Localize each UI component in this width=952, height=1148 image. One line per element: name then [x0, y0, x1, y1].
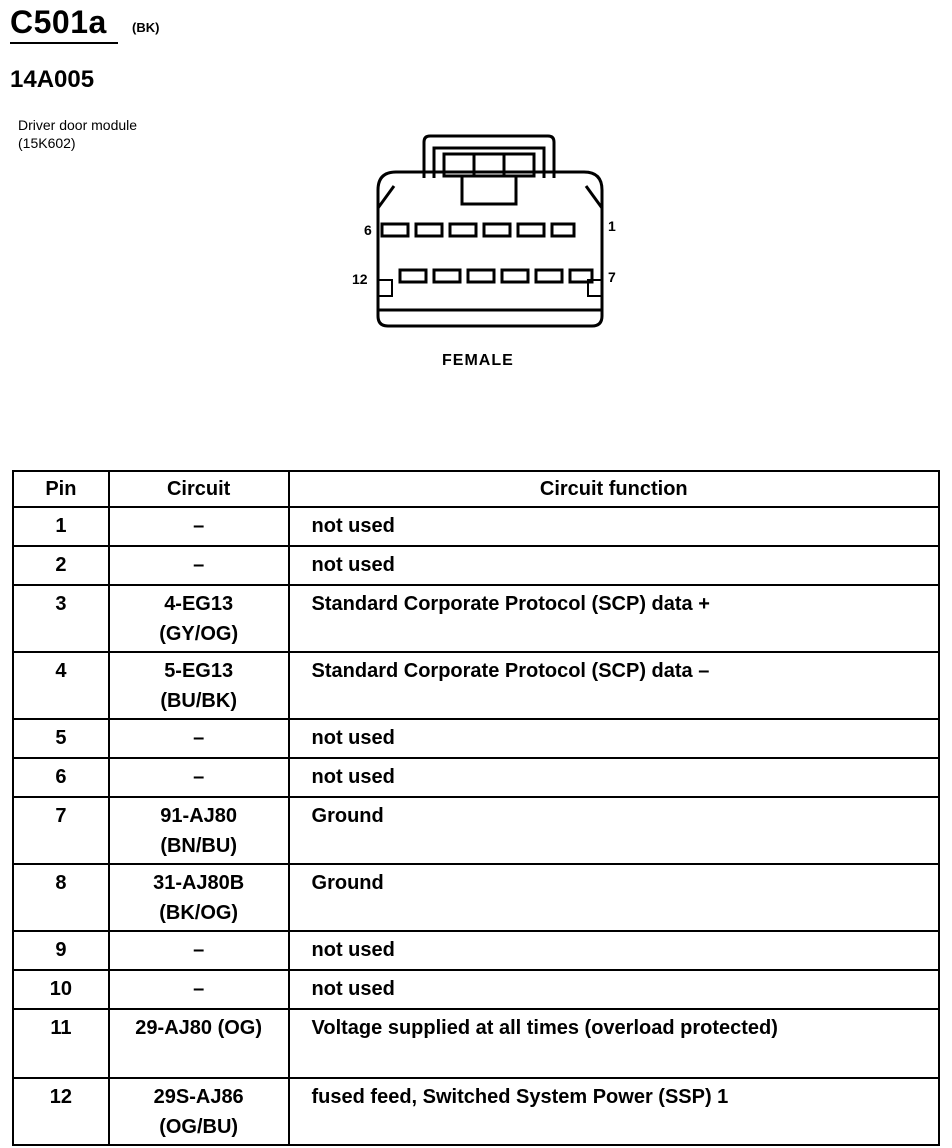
pin-cell: 10: [13, 970, 109, 1009]
circuit-cell: [109, 864, 289, 931]
table-row: [13, 797, 939, 864]
part-number: 14A005: [10, 66, 95, 93]
circuit-cell: [109, 1009, 289, 1078]
table-row: [13, 931, 939, 970]
pin-cell: 12: [13, 1078, 109, 1145]
circuit-cell: [109, 970, 289, 1009]
circuit-cell: [109, 652, 289, 719]
circuit-cell: [109, 797, 289, 864]
table-row: [13, 585, 939, 652]
pin-label-6: 6: [364, 222, 372, 238]
table-row: [13, 1009, 939, 1078]
circuit-line-2: (OG/BU): [159, 1116, 239, 1138]
function-cell: Standard Corporate Protocol (SCP) data –: [289, 652, 939, 719]
connector-gender: FEMALE: [442, 352, 514, 369]
header-circuit: Circuit: [109, 471, 289, 507]
pin-cell: 5: [13, 719, 109, 758]
pin-cell: 6: [13, 758, 109, 797]
function-cell: fused feed, Switched System Power (SSP) 1: [289, 1078, 939, 1145]
circuit-cell: [109, 1078, 289, 1145]
pin-cell: 11: [13, 1009, 109, 1078]
circuit-cell: [109, 546, 289, 585]
circuit-cell: [109, 507, 289, 546]
table-header-row: [13, 471, 939, 507]
header-pin: Pin: [13, 471, 109, 507]
circuit-line-1: –: [193, 978, 205, 1000]
description-line-2: (15K602): [18, 135, 76, 151]
function-cell: not used: [289, 931, 939, 970]
circuit-line-1: –: [193, 766, 205, 788]
table-row: [13, 719, 939, 758]
function-cell: Ground: [289, 797, 939, 864]
pin-cell: 7: [13, 797, 109, 864]
function-cell: Standard Corporate Protocol (SCP) data +: [289, 585, 939, 652]
title-underline: [10, 42, 118, 44]
pin-cell: 1: [13, 507, 109, 546]
pin-label-12: 12: [352, 271, 368, 287]
component-description: [18, 116, 137, 152]
table-row: [13, 546, 939, 585]
circuit-line-2: (BK/OG): [159, 902, 239, 924]
circuit-line-1: –: [193, 939, 205, 961]
pin-row-bottom: [400, 270, 592, 282]
color-code: (BK): [132, 20, 160, 35]
function-cell: not used: [289, 758, 939, 797]
connector-body: [378, 172, 602, 326]
table-row: [13, 758, 939, 797]
circuit-line-2: (GY/OG): [159, 623, 239, 645]
pin-label-7: 7: [608, 269, 616, 285]
circuit-line-1: –: [193, 515, 205, 537]
table-row: [13, 507, 939, 546]
circuit-line-1: 5-EG13: [164, 660, 234, 682]
function-cell: Ground: [289, 864, 939, 931]
circuit-line-2: (BN/BU): [160, 835, 237, 857]
connector-title: C501a: [10, 4, 107, 40]
pin-table: [12, 470, 940, 1146]
circuit-line-1: –: [193, 554, 205, 576]
function-cell: not used: [289, 970, 939, 1009]
table-row: [13, 1078, 939, 1145]
function-cell: Voltage supplied at all times (overload protected): [289, 1009, 939, 1078]
circuit-cell: [109, 719, 289, 758]
pin-label-1: 1: [608, 218, 616, 234]
circuit-line-1: 91-AJ80: [160, 805, 238, 827]
circuit-line-1: 29-AJ80 (OG): [135, 1017, 263, 1039]
function-cell: not used: [289, 507, 939, 546]
circuit-cell: [109, 931, 289, 970]
description-line-1: Driver door module: [18, 117, 138, 133]
circuit-cell: [109, 585, 289, 652]
header-circuit-function: Circuit function: [289, 471, 939, 507]
pin-cell: 2: [13, 546, 109, 585]
table-row: [13, 864, 939, 931]
function-cell: not used: [289, 719, 939, 758]
circuit-line-1: 29S-AJ86: [153, 1086, 244, 1108]
pin-cell: 9: [13, 931, 109, 970]
circuit-line-1: 4-EG13: [164, 593, 234, 615]
pin-cell: 4: [13, 652, 109, 719]
circuit-cell: [109, 758, 289, 797]
circuit-line-1: –: [193, 727, 205, 749]
circuit-line-2: (BU/BK): [160, 690, 237, 712]
connector-face-diagram: [340, 130, 640, 340]
pin-cell: 3: [13, 585, 109, 652]
table-row: [13, 652, 939, 719]
pin-cell: 8: [13, 864, 109, 931]
function-cell: not used: [289, 546, 939, 585]
circuit-line-1: 31-AJ80B: [153, 872, 245, 894]
table-row: [13, 970, 939, 1009]
pin-row-top: [382, 224, 574, 236]
